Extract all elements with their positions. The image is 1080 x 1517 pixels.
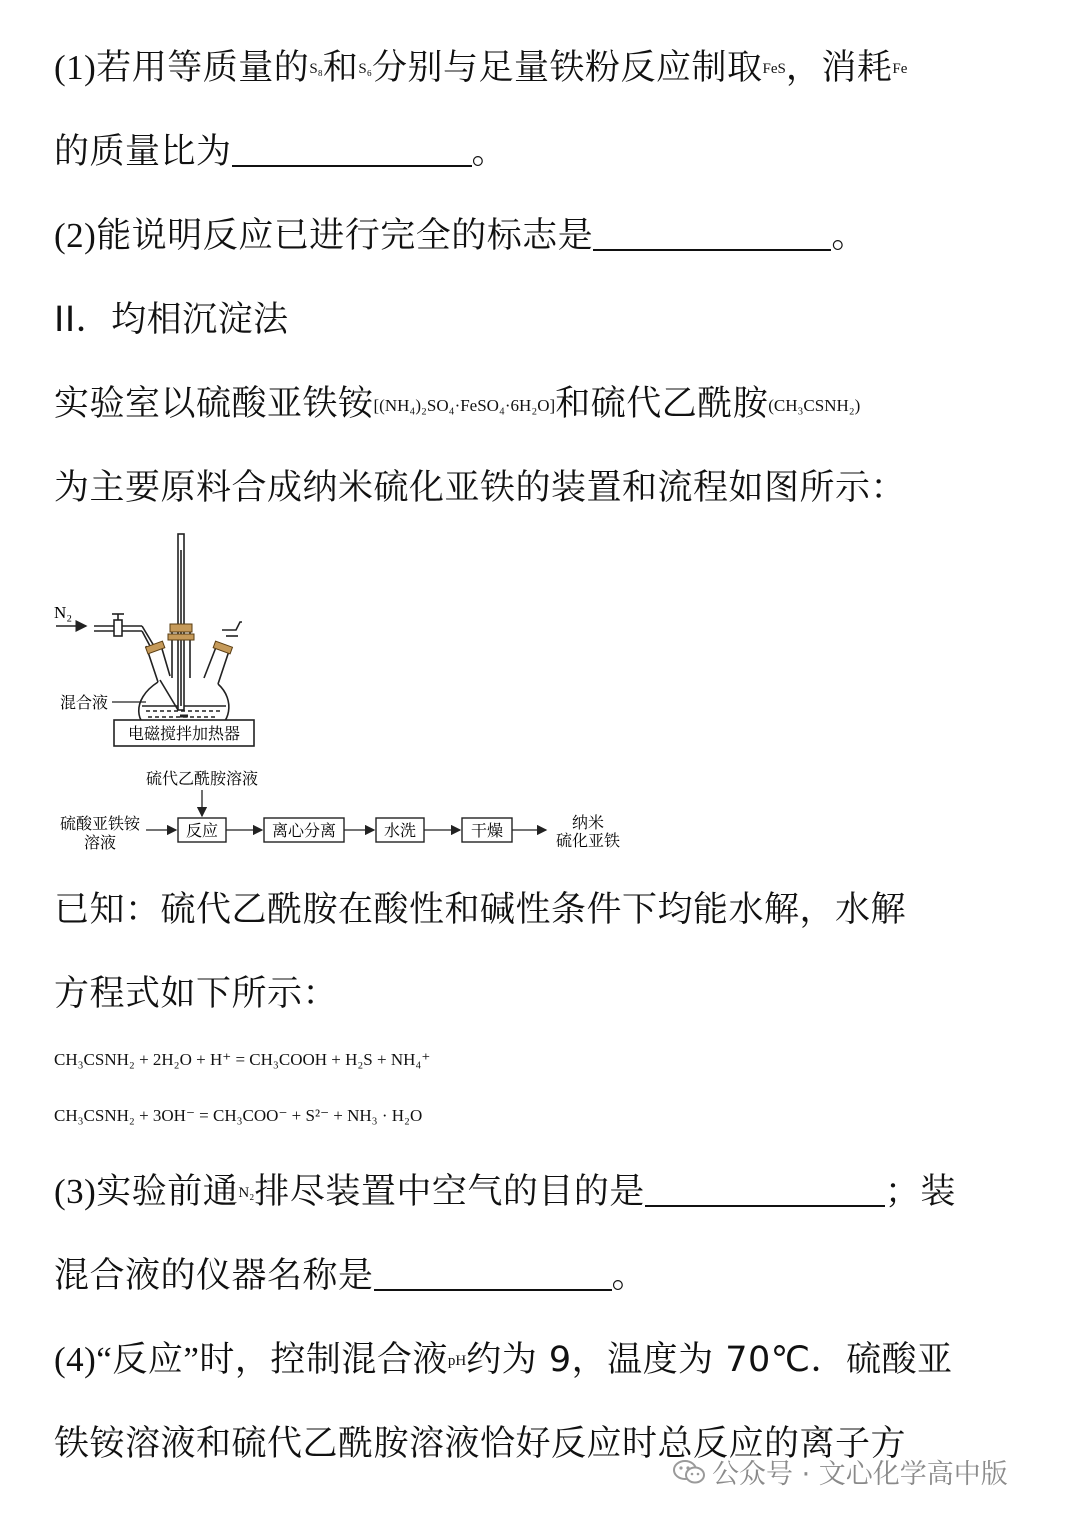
q3-text-2: 排尽装置中空气的目的是 bbox=[254, 1172, 645, 1212]
formula-n2: N₂ bbox=[238, 1185, 255, 1201]
q1-text-4: ，消耗 bbox=[785, 48, 893, 88]
q3-text-4: 混合液的仪器名称是 bbox=[54, 1256, 374, 1296]
product-label-2: 硫化亚铁 bbox=[555, 833, 621, 850]
q3-line2 bbox=[54, 1256, 647, 1296]
formula-fes: FeS bbox=[762, 61, 786, 77]
q4-line1 bbox=[54, 1340, 953, 1381]
q2-text-1: (2)能说明反应已进行完全的标志是 bbox=[54, 216, 594, 255]
watermark-text: 公众号 · 文心化学高中版 bbox=[712, 1459, 1008, 1490]
q1-text-2: 和 bbox=[322, 48, 359, 88]
known-text-2: 方程式如下所示： bbox=[54, 974, 339, 1014]
q4-text-3: 铁铵溶液和硫代乙酰胺溶液恰好反应时总反应的离子方 bbox=[54, 1424, 907, 1464]
q3-text-3: ；装 bbox=[884, 1172, 956, 1212]
formula-ph: pH bbox=[447, 1353, 467, 1369]
intro-text-1: 实验室以硫酸亚铁铵 bbox=[54, 384, 374, 424]
step-centrifuge-label: 离心分离 bbox=[271, 823, 337, 840]
watermark bbox=[672, 1452, 1008, 1491]
q1-line1 bbox=[54, 48, 907, 89]
three-neck-flask bbox=[94, 534, 242, 730]
intro-text-2: 和硫代乙酰胺 bbox=[555, 384, 769, 424]
intro-line2 bbox=[54, 468, 906, 508]
answer-blank-1[interactable] bbox=[232, 135, 472, 167]
mixture-label: 混合液 bbox=[60, 695, 109, 712]
formula-ferrous-ammonium-sulfate: [(NH₄)₂SO₄·FeSO₄·6H₂O] bbox=[373, 396, 556, 415]
answer-blank-2[interactable] bbox=[593, 219, 831, 251]
center-stopper-2 bbox=[168, 634, 194, 640]
gas-n2-label: N₂ bbox=[54, 603, 73, 622]
answer-blank-3[interactable] bbox=[645, 1175, 885, 1207]
answer-blank-4[interactable] bbox=[374, 1259, 612, 1291]
apparatus-flow-diagram bbox=[50, 530, 650, 850]
step-dry-label: 干燥 bbox=[470, 823, 504, 840]
q3-text-5: 。 bbox=[611, 1256, 648, 1296]
known-line1 bbox=[54, 890, 906, 930]
q2-text-2: 。 bbox=[831, 216, 867, 256]
input-label-2: 溶液 bbox=[83, 835, 117, 850]
q1-text-5: 的质量比为 bbox=[54, 132, 232, 172]
q3-text-1: (3)实验前通 bbox=[54, 1172, 239, 1211]
equation-acidic: CH₃CSNH₂ + 2H₂O + H⁺ = CH₃COOH + H₂S + NH₄⁺ bbox=[54, 1050, 431, 1069]
reagent-label: 硫代乙酰胺溶液 bbox=[145, 771, 259, 788]
formula-fe: Fe bbox=[892, 61, 908, 77]
right-stopper bbox=[213, 641, 232, 654]
q3-line1 bbox=[54, 1172, 956, 1213]
product-label-1: 纳米 bbox=[571, 815, 605, 832]
formula-s6: S₆ bbox=[358, 61, 372, 77]
equation-basic: CH₃CSNH₂ + 3OH⁻ = CH₃COO⁻ + S²⁻ + NH₃ · H₂O bbox=[54, 1106, 423, 1125]
known-line2 bbox=[54, 974, 338, 1014]
q4-text-1: (4)“反应”时，控制混合液 bbox=[54, 1340, 448, 1379]
input-label-1: 硫酸亚铁铵 bbox=[59, 816, 141, 833]
q4-text-2: 约为 9，温度为 70℃．硫酸亚 bbox=[466, 1340, 953, 1380]
formula-s8: S₈ bbox=[309, 61, 323, 77]
q2-line bbox=[54, 216, 867, 256]
known-text-1: 已知：硫代乙酰胺在酸性和碱性条件下均能水解，水解 bbox=[54, 890, 907, 930]
step-reaction-label: 反应 bbox=[185, 823, 219, 840]
q1-line2 bbox=[54, 132, 507, 172]
q1-text-6: 。 bbox=[471, 132, 508, 172]
intro-line1 bbox=[54, 384, 860, 426]
section-title: II．均相沉淀法 bbox=[54, 300, 289, 340]
section-heading bbox=[54, 300, 289, 340]
q1-text-1: (1)若用等质量的 bbox=[54, 48, 310, 87]
stir-heater-label: 电磁搅拌加热器 bbox=[127, 726, 241, 743]
q1-text-3: 分别与足量铁粉反应制取 bbox=[371, 48, 763, 88]
center-stopper bbox=[170, 624, 192, 632]
step-wash-label: 水洗 bbox=[383, 823, 417, 840]
formula-thioacetamide: (CH₃CSNH₂) bbox=[768, 396, 861, 415]
wechat-icon bbox=[672, 1458, 706, 1486]
intro-text-3: 为主要原料合成纳米硫化亚铁的装置和流程如图所示： bbox=[54, 468, 907, 508]
